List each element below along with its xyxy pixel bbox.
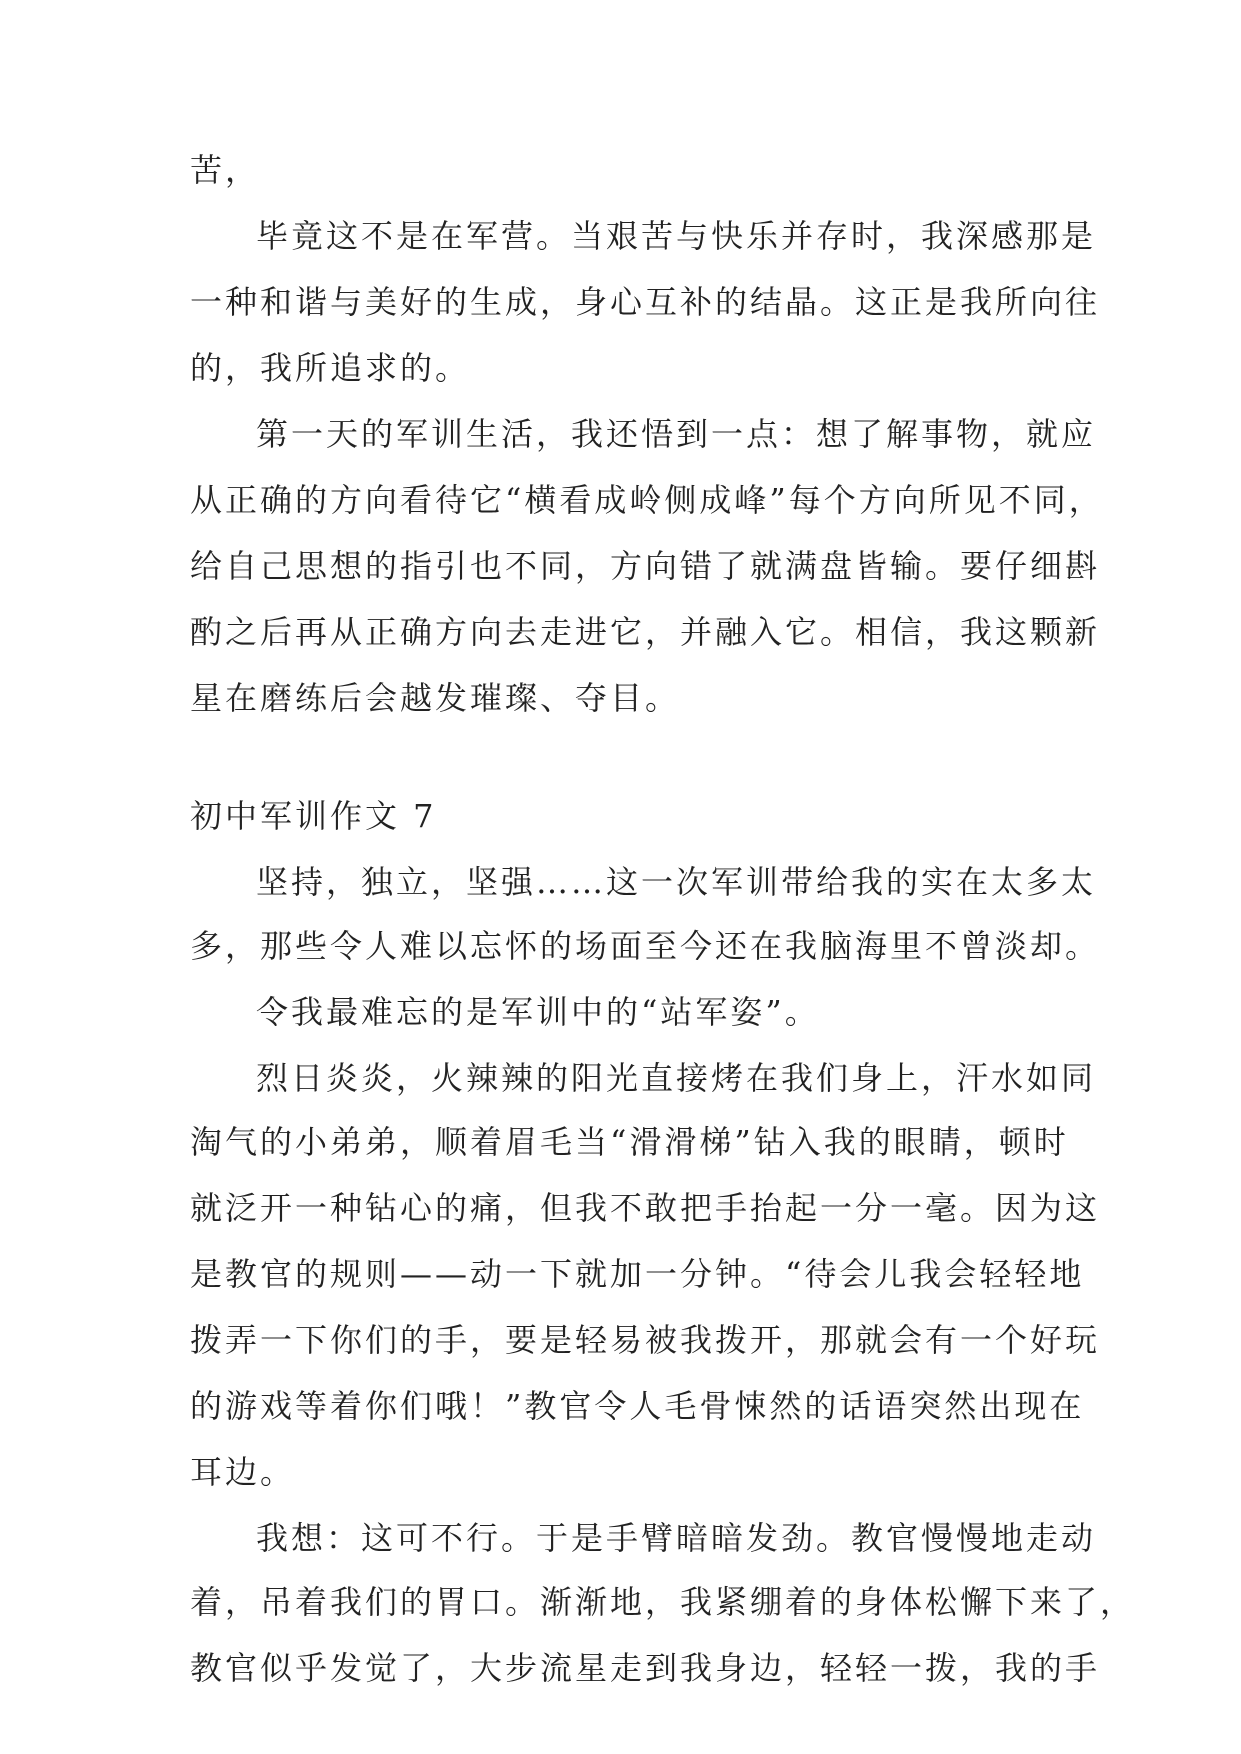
text-line: 的游戏等着你们哦！”教官令人毛骨悚然的话语突然出现在 — [190, 1387, 1085, 1425]
text-line: 我想：这可不行。于是手臂暗暗发劲。教官慢慢地走动 — [256, 1519, 1097, 1557]
text-line: 坚持，独立，坚强……这一次军训带给我的实在太多太 — [256, 863, 1097, 901]
text-line: 多，那些令人难以忘怀的场面至今还在我脑海里不曾淡却。 — [190, 927, 1101, 965]
text-line: 的，我所追求的。 — [190, 349, 471, 387]
text-line: 星在磨练后会越发璀璨、夺目。 — [190, 679, 681, 717]
text-line: 酌之后再从正确方向去走进它，并融入它。相信，我这颗新 — [190, 613, 1101, 651]
text-line: 苦， — [190, 151, 261, 189]
text-line: 是教官的规则——动一下就加一分钟。“待会儿我会轻轻地 — [190, 1255, 1085, 1293]
text-line: 就泛开一种钻心的痛，但我不敢把手抬起一分一毫。因为这 — [190, 1189, 1101, 1227]
text-line: 着，吊着我们的胃口。渐渐地，我紧绷着的身体松懈下来了， — [190, 1583, 1136, 1621]
text-line: 令我最难忘的是军训中的“站军姿”。 — [256, 993, 820, 1031]
text-line: 从正确的方向看待它“横看成岭侧成峰”每个方向所见不同， — [190, 481, 1104, 519]
text-line: 拨弄一下你们的手，要是轻易被我拨开，那就会有一个好玩 — [190, 1321, 1101, 1359]
text-line: 一种和谐与美好的生成，身心互补的结晶。这正是我所向往 — [190, 283, 1101, 321]
section-heading: 初中军训作文 7 — [190, 797, 437, 835]
text-line: 淘气的小弟弟，顺着眉毛当“滑滑梯”钻入我的眼睛，顿时 — [190, 1123, 1069, 1161]
text-line: 毕竟这不是在军营。当艰苦与快乐并存时，我深感那是 — [256, 217, 1097, 255]
text-line: 给自己思想的指引也不同，方向错了就满盘皆输。要仔细斟 — [190, 547, 1101, 585]
text-line: 第一天的军训生活，我还悟到一点：想了解事物，就应 — [256, 415, 1097, 453]
text-line: 烈日炎炎，火辣辣的阳光直接烤在我们身上，汗水如同 — [256, 1059, 1097, 1097]
text-line: 耳边。 — [190, 1453, 296, 1491]
text-line: 教官似乎发觉了，大步流星走到我身边，轻轻一拨，我的手 — [190, 1649, 1101, 1687]
